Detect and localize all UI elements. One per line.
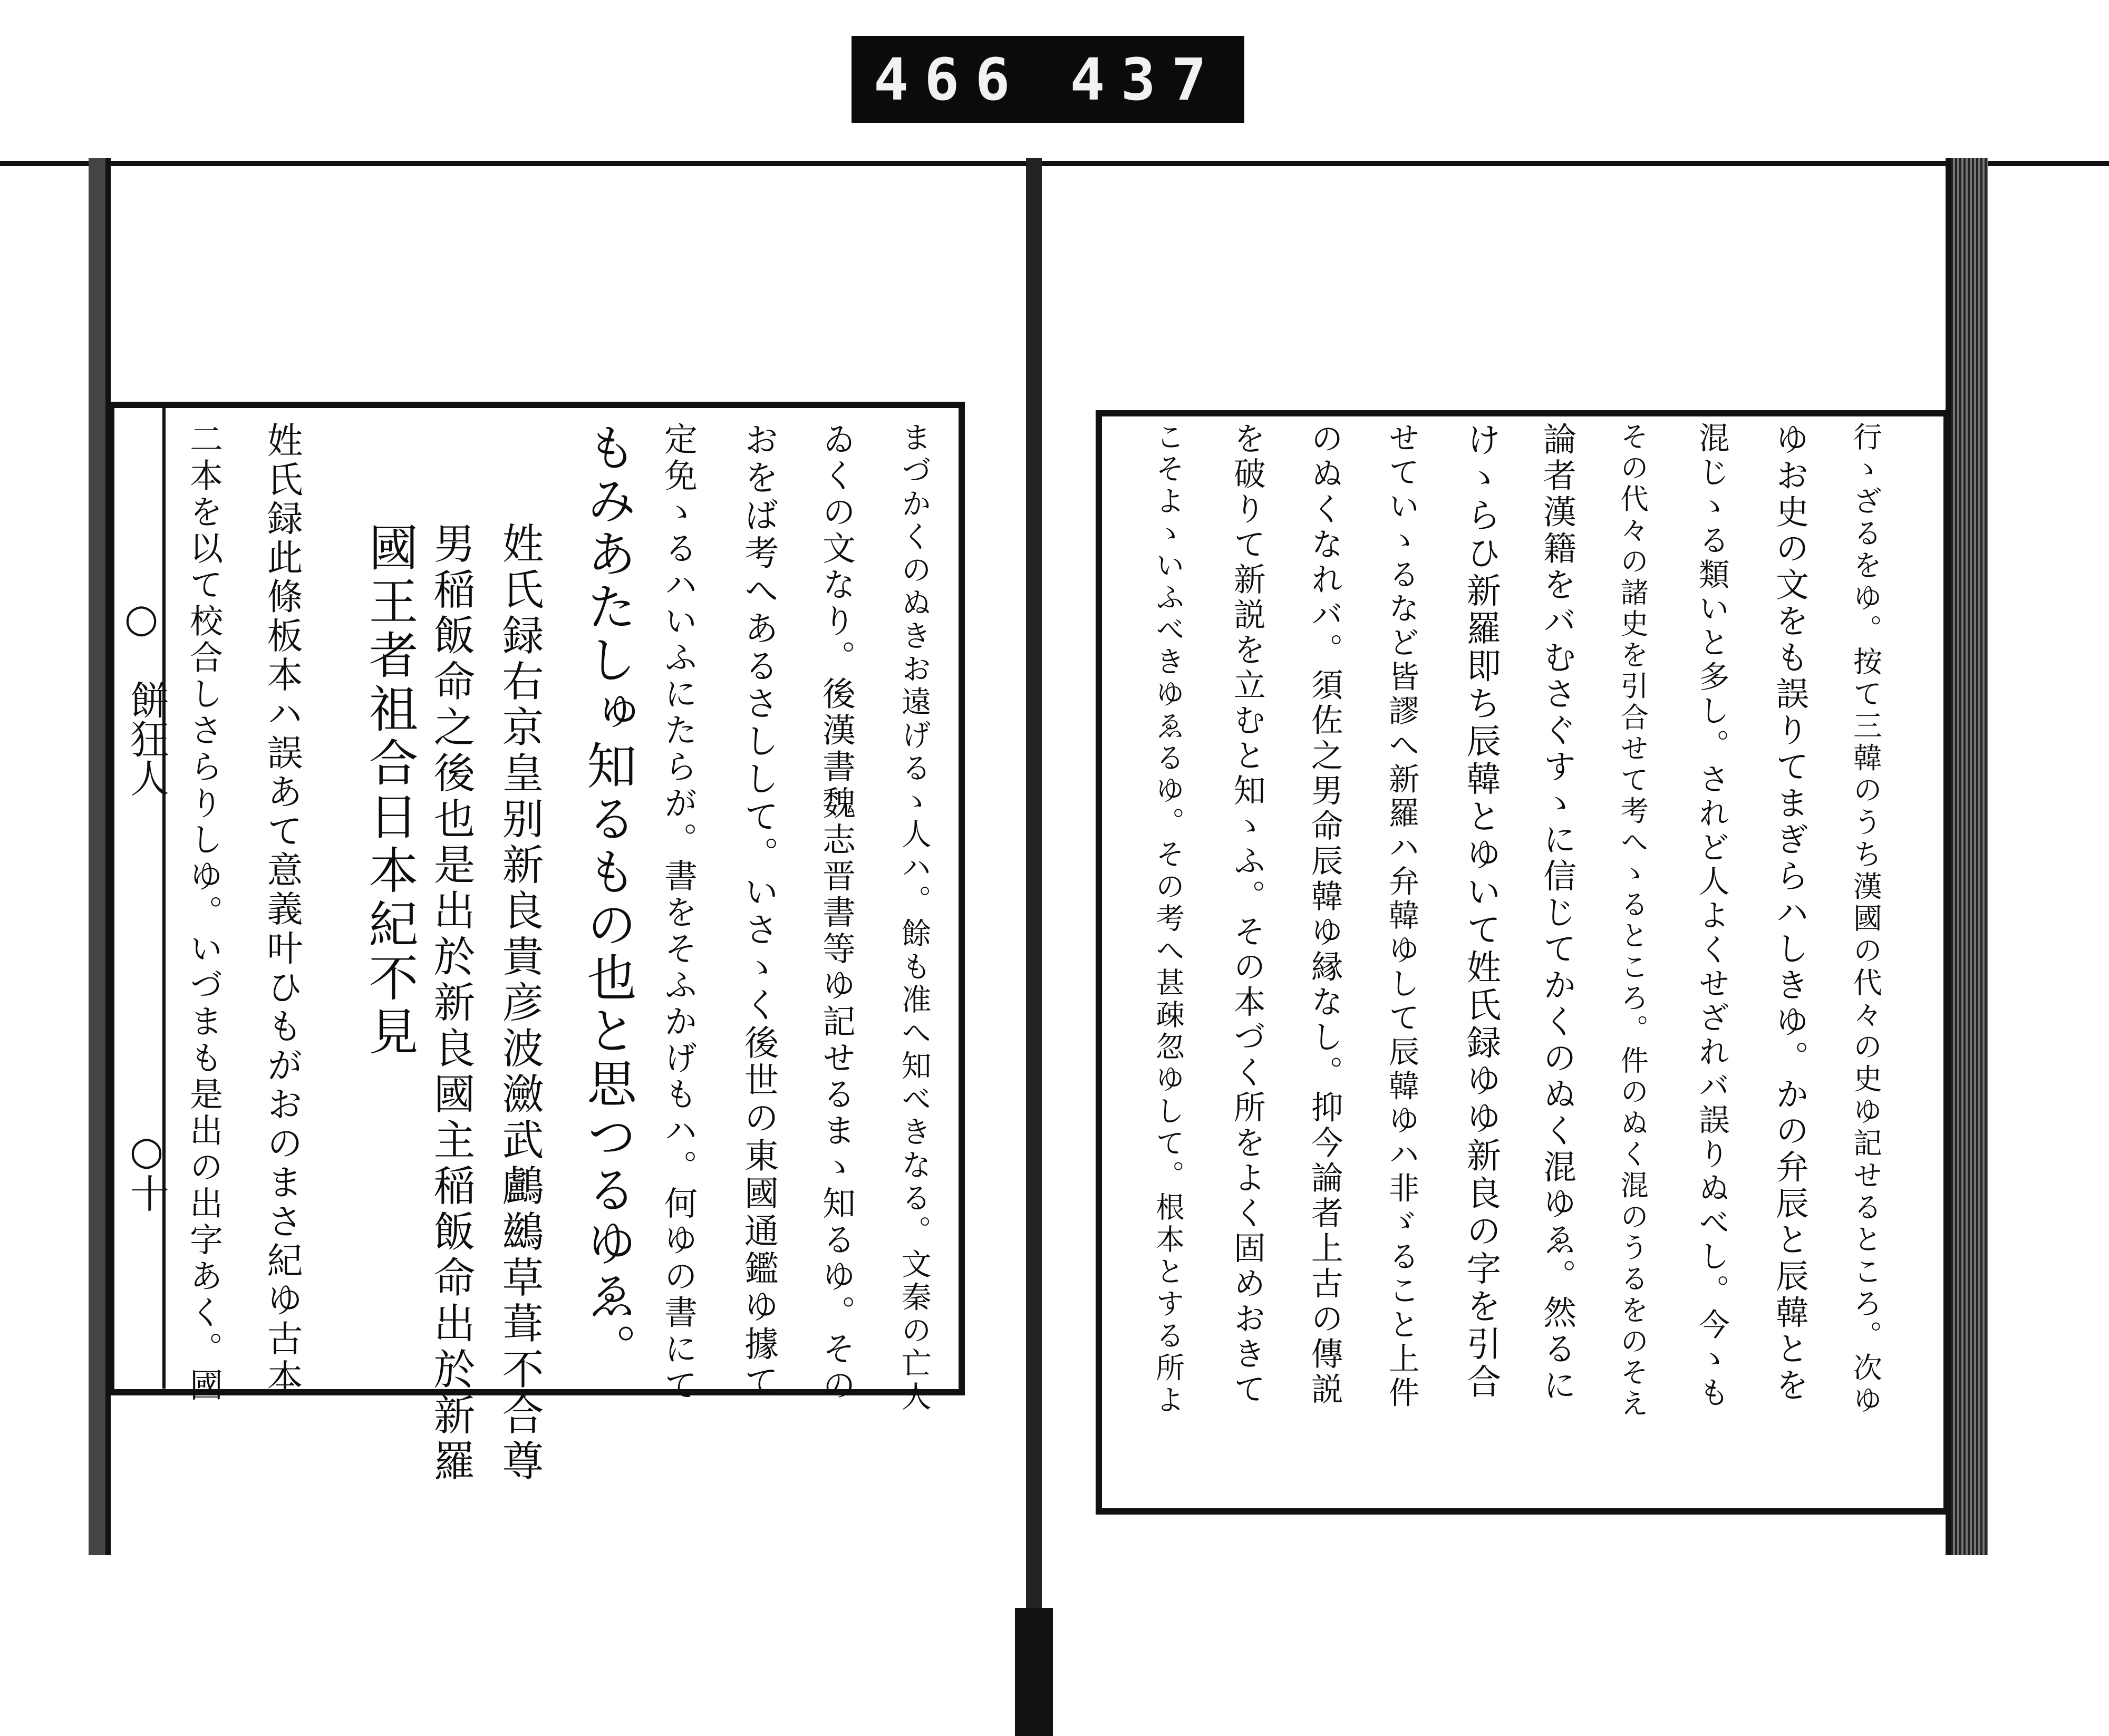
text-column: 姓氏録此條板本ハ誤あて意義叶ひもがおのまさ紀ゆ古本 [261,422,303,1398]
citation-column: 國王者祖合日本紀不見 [360,522,418,1060]
text-column: ゐくの文なり。後漢書魏志晋書等ゆ記せるまゝ知るゆ。その [817,422,857,1404]
text-column: おをば考へあるさしして。いさゝく後世の東國通鑑ゆ據て [738,422,779,1401]
frame-number-plate [852,36,1244,123]
margin-page-number: ○十 [124,1128,169,1213]
text-column: 混じゝる類いと多し。されど人よくせざれバ誤りぬべし。今ゝも [1693,422,1729,1411]
margin-circle-mark: ○ [119,596,164,641]
text-column: 論者漢籍をバむさぐすゝに信じてかくのぬく混ゆゑ。然るに [1538,422,1578,1404]
text-column: を破りて新説を立むと知ゝふ。その本づく所をよく固めおきて [1228,422,1265,1408]
text-column: その代々の諸史を引合せて考へゝるところ。件のぬく混のうるをのそえ [1616,422,1649,1420]
text-column: せていゝるなど皆謬へ新羅ハ弁韓ゆして辰韓ゆハ非ゞること上件 [1383,422,1419,1411]
citation-column: 男稲飯命之後也是出於新良國主稲飯命出於新羅 [426,522,475,1485]
text-column: まづかくのぬきお遠げるゝ人ハ。餘も准へ知べきなる。文秦の亡人 [896,422,932,1414]
right-page-text-box [1096,410,1950,1515]
margin-title-label: 餅狂人 [124,680,169,797]
text-column: 行ゝざるをゆ。按て三韓のうち漢國の代々の史ゆ記せるところ。次ゆ [1848,422,1882,1417]
citation-column: 姓氏録右京皇别新良貴彦波瀲武鸕鷀草葺不合尊 [495,522,544,1485]
spine-base [1015,1608,1053,1736]
right-page-edge [1951,158,1988,1555]
text-column: ゆお史の文をも誤りてまぎらハしきゆ。かの弁辰と辰韓とを [1771,422,1810,1404]
text-column: 二本を以て校合しさらりしゆ。いづまも是出の出字あく。國 [185,422,224,1404]
text-column: 定免ゝるハいふにたらが。書をそふかげもハ。何ゆの書にて [659,422,699,1404]
text-column: けゝらひ新羅即ち辰韓とゆいて姓氏録ゆゆ新良の字を引合 [1460,422,1501,1401]
left-margin-rule [162,408,166,1389]
text-column: のぬくなれバ。須佐之男命辰韓ゆ縁なし。抑今論者上古の傳説 [1305,422,1343,1408]
top-rule [0,161,2109,166]
book-spine [1026,158,1042,1736]
text-column: こそよゝいふべきゆゑるゆ。その考へ甚疎忽ゆして。根本とする所よ [1150,422,1185,1417]
text-column: もみあたしゅ知るもの也と思つるゆゑ。 [578,422,637,1376]
frame-number-right: 437 [1070,45,1223,113]
frame-number-left: 466 [873,45,1026,113]
